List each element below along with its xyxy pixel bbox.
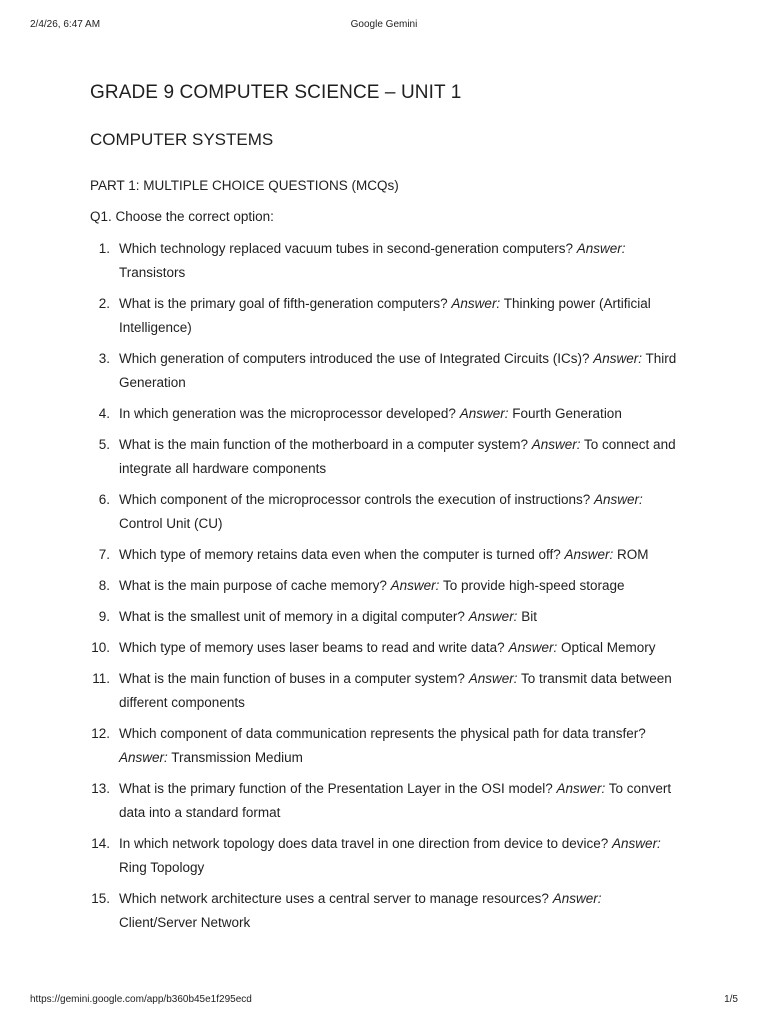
question-text: What is the primary function of the Presentation Layer in the OSI model? (119, 781, 553, 796)
answer-label: Answer: (564, 547, 614, 562)
item-number: 3. (98, 351, 110, 366)
answer-label: Answer: (593, 351, 643, 366)
list-item (90, 777, 682, 825)
question-text: Which type of memory retains data even when the computer is turned off? (119, 547, 561, 562)
list-item (90, 605, 682, 629)
item-number: 10. (91, 640, 110, 655)
answer-text: Bit (521, 609, 537, 624)
answer-label: Answer: (556, 781, 606, 796)
question-text: Which type of memory uses laser beams to read and write data? (119, 640, 505, 655)
print-url: https://gemini.google.com/app/b360b45e1f295ecd (30, 994, 252, 1005)
question-text: What is the main function of the motherboard in a computer system? (119, 437, 528, 452)
question-text: In which network topology does data travel in one direction from device to device? (119, 836, 609, 851)
answer-label: Answer: (119, 750, 168, 765)
list-item (90, 722, 682, 770)
list-item (90, 543, 682, 567)
item-number: 15. (91, 891, 110, 906)
answer-text: Optical Memory (561, 640, 656, 655)
answer-label: Answer: (468, 671, 518, 686)
answer-text: To provide high-speed storage (442, 578, 625, 593)
answer-label: Answer: (451, 296, 501, 311)
answer-text: Control Unit (CU) (119, 516, 223, 531)
answer-text: Client/Server Network (119, 915, 251, 930)
question-text: Which component of data communication represents the physical path for data transfer? (119, 726, 646, 741)
answer-label: Answer: (612, 836, 661, 851)
item-number: 12. (91, 726, 110, 741)
question-text: What is the primary goal of fifth-generation computers? (119, 296, 448, 311)
answer-label: Answer: (531, 437, 581, 452)
question-text: In which generation was the microprocessor developed? (119, 406, 456, 421)
item-number: 9. (98, 609, 110, 624)
page-number: 1/5 (724, 994, 738, 1005)
question-text: What is the smallest unit of memory in a digital computer? (119, 609, 465, 624)
list-item (90, 574, 682, 598)
item-number: 1. (98, 241, 110, 256)
item-number: 4. (98, 406, 110, 421)
print-date: 2/4/26, 6:47 AM (30, 19, 101, 30)
answer-label: Answer: (552, 891, 602, 906)
print-footer (30, 994, 738, 1008)
document-title: GRADE 9 COMPUTER SCIENCE – UNIT 1 (90, 82, 462, 103)
print-header (30, 19, 738, 33)
list-item (90, 433, 682, 481)
question-text: Which generation of computers introduced the use of Integrated Circuits (ICs)? (119, 351, 590, 366)
answer-text: To connect and integrate all hardware components (119, 437, 676, 476)
print-page-title: Google Gemini (350, 19, 418, 30)
question-heading: Q1. Choose the correct option: (90, 209, 274, 224)
item-number: 8. (98, 578, 110, 593)
answer-label: Answer: (390, 578, 440, 593)
answer-text: Transmission Medium (171, 750, 303, 765)
question-text: Which network architecture uses a central server to manage resources? (119, 891, 549, 906)
answer-text: To convert data into a standard format (119, 781, 672, 820)
answer-text: To transmit data between different components (119, 671, 672, 710)
mcq-list (90, 237, 682, 935)
item-number: 13. (91, 781, 110, 796)
list-item (90, 488, 682, 536)
list-item (90, 667, 682, 715)
answer-text: Thinking power (Artificial Intelligence) (119, 296, 651, 335)
question-text: What is the main purpose of cache memory? (119, 578, 387, 593)
answer-text: Fourth Generation (512, 406, 622, 421)
answer-text: Transistors (119, 265, 186, 280)
question-text: Which technology replaced vacuum tubes in second-generation computers? (119, 241, 574, 256)
section-title: COMPUTER SYSTEMS (90, 130, 274, 149)
list-item (90, 292, 682, 340)
item-number: 5. (98, 437, 110, 452)
answer-label: Answer: (459, 406, 509, 421)
item-number: 2. (98, 296, 110, 311)
question-text: What is the main function of buses in a computer system? (119, 671, 465, 686)
item-number: 7. (98, 547, 110, 562)
list-item (90, 636, 682, 660)
answer-text: Third Generation (119, 351, 677, 390)
list-item (90, 237, 682, 285)
answer-label: Answer: (468, 609, 518, 624)
list-item (90, 347, 682, 395)
answer-label: Answer: (508, 640, 558, 655)
answer-text: Ring Topology (119, 860, 205, 875)
answer-text: ROM (617, 547, 649, 562)
list-item (90, 402, 682, 426)
list-item (90, 832, 682, 880)
item-number: 6. (98, 492, 110, 507)
list-item (90, 887, 682, 935)
answer-label: Answer: (576, 241, 626, 256)
item-number: 14. (91, 836, 110, 851)
question-text: Which component of the microprocessor controls the execution of instructions? (119, 492, 591, 507)
item-number: 11. (92, 671, 110, 686)
answer-label: Answer: (594, 492, 643, 507)
document-content (90, 80, 682, 942)
part-title: PART 1: MULTIPLE CHOICE QUESTIONS (MCQs) (90, 178, 399, 193)
